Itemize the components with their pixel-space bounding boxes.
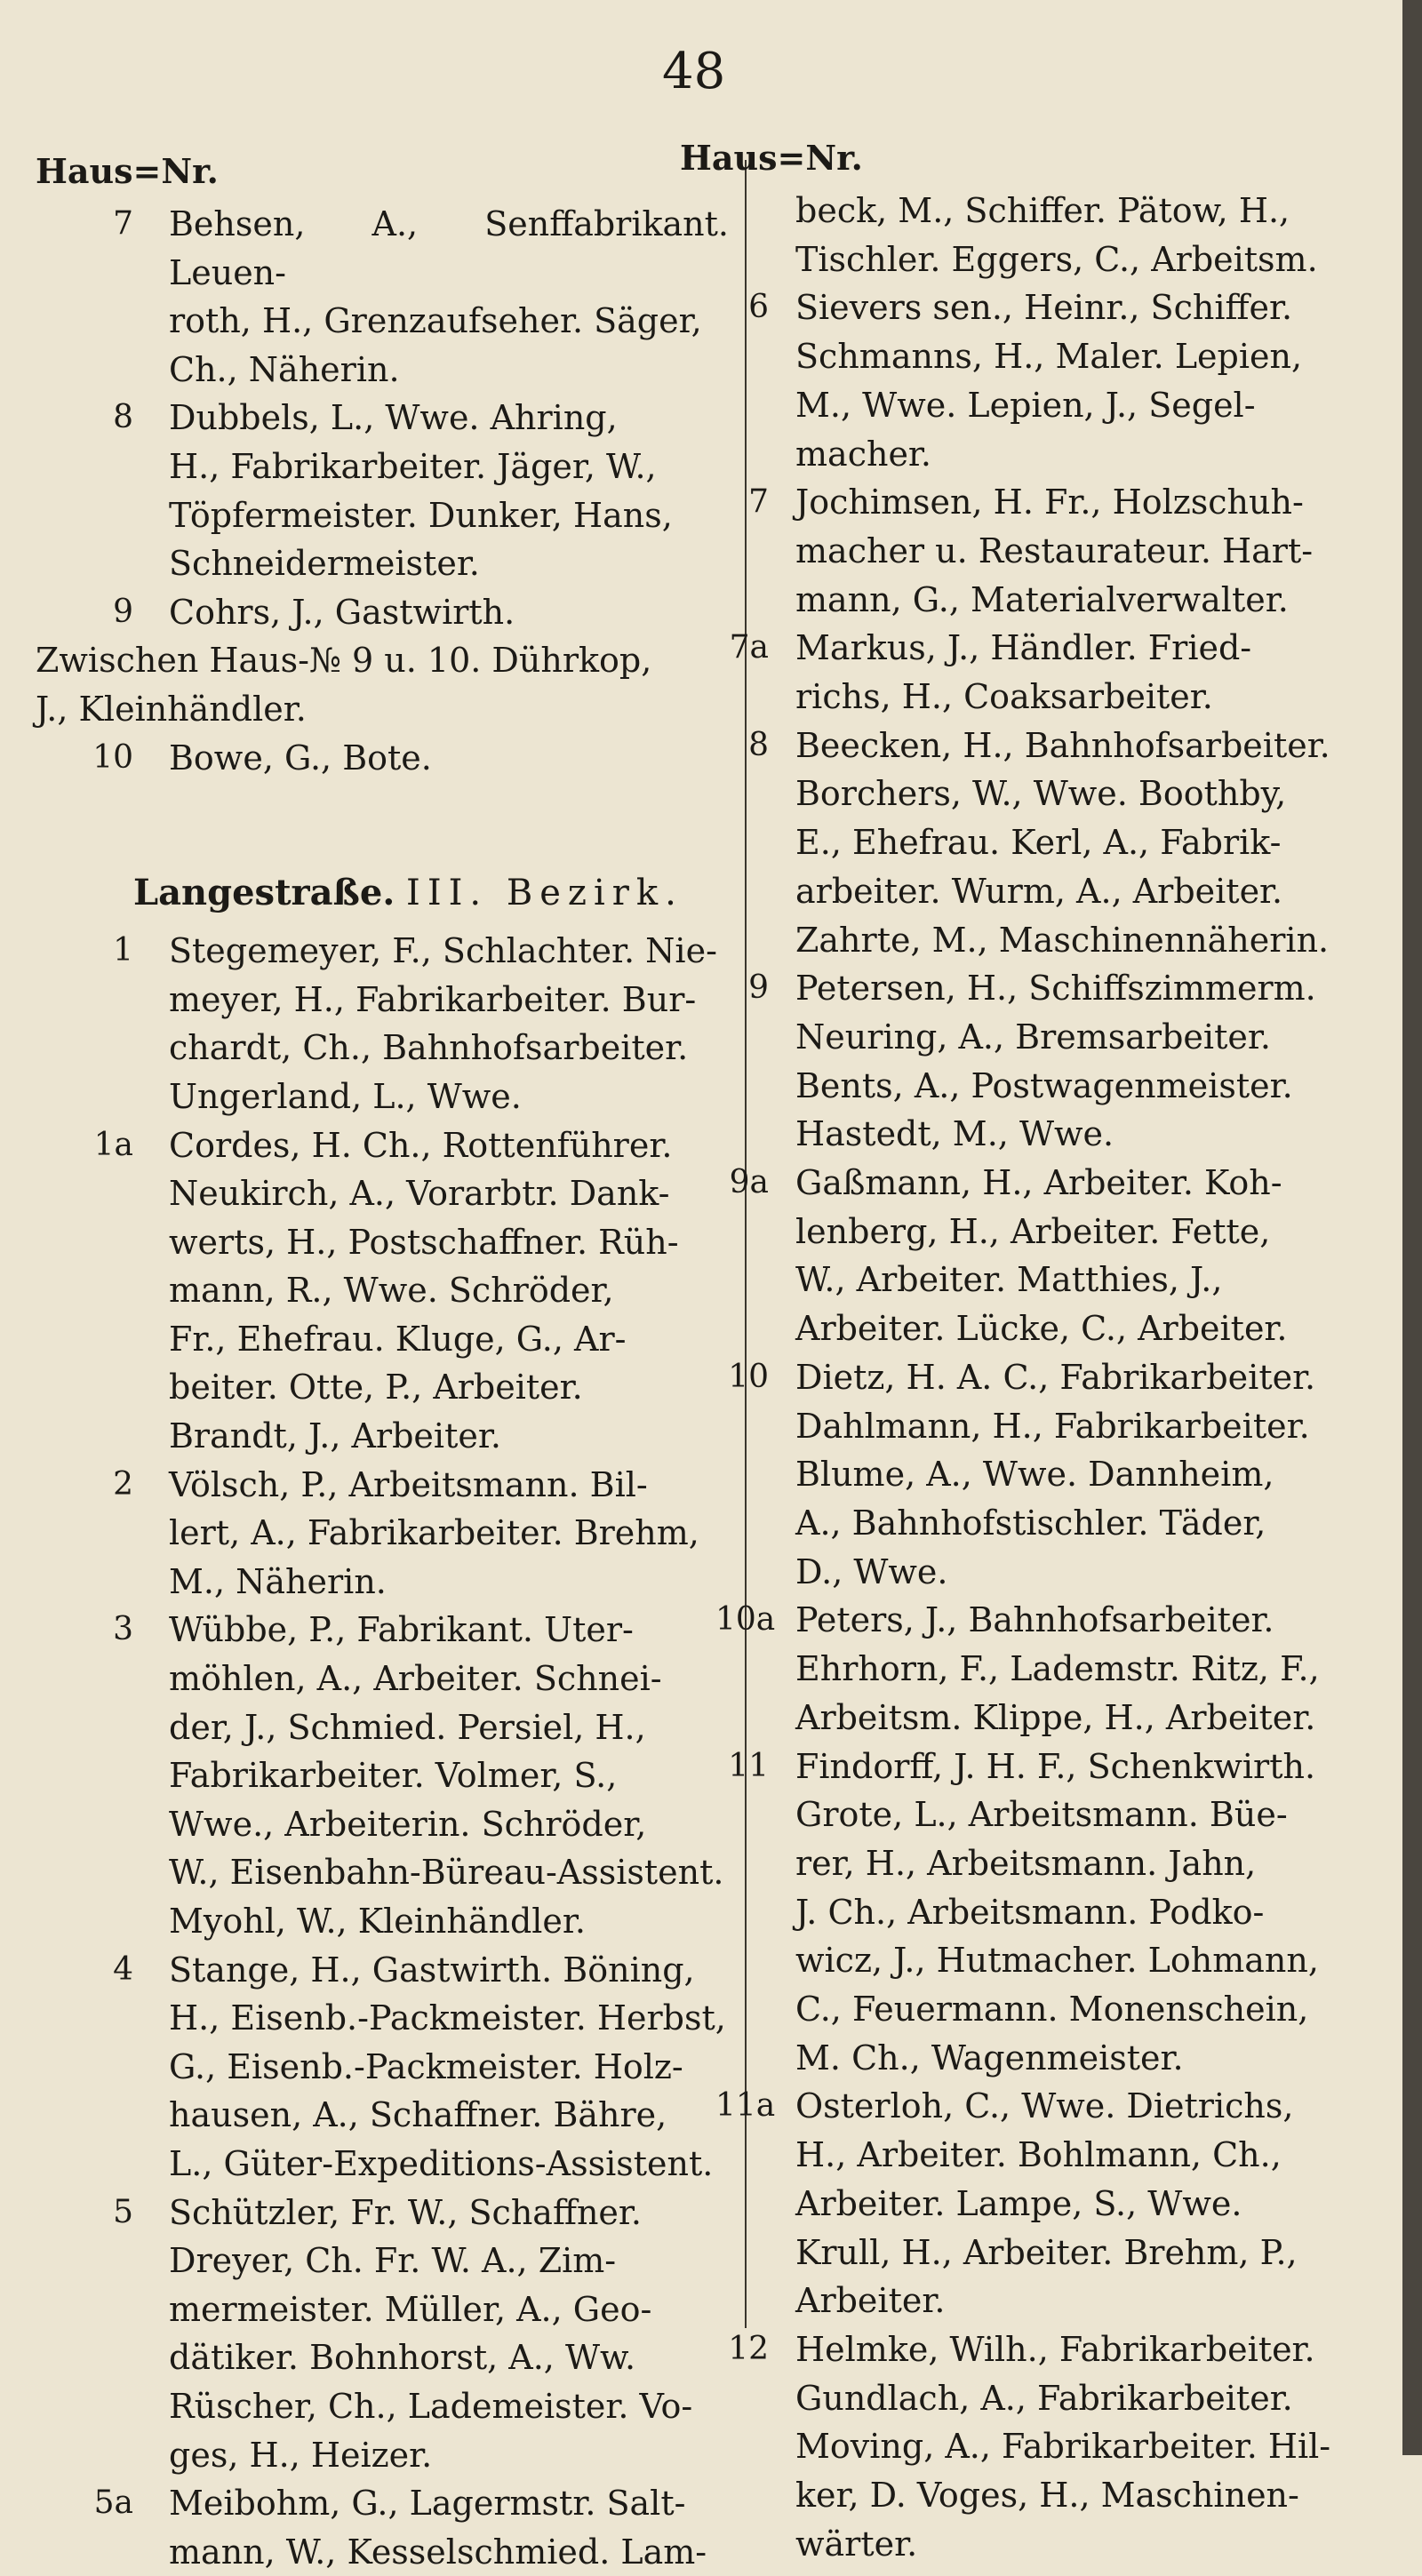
resident-list: Findorff, J. H. F., Schenkwirth. Grote, L., Arbeitsmann. Büe- rer, H., Arbeitsmann. Jahn, J. Ch., Arbeitsmann. Podko- wicz, J., Hutmacher. Lohmann, C., Feuermann. Monenschein, M. Ch., Wagenmeister. (795, 1746, 1319, 2078)
house-number: 9 (748, 969, 769, 1007)
left-column-header: Haus=Nr. (36, 151, 219, 191)
resident-list: beck, M., Schiffer. Pätow, H., Tischler. Eggers, C., Arbeitsm. (795, 191, 1318, 279)
house-number: 10 (728, 1358, 769, 1395)
resident-list: Wübbe, P., Fabrikant. Uter- möhlen, A., Arbeiter. Schnei- der, J., Schmied. Persiel, H., Fabrikarbeiter. Volmer, S., Wwe., Arbeiterin. Schröder, W., Eisenbahn-Büreau-Assistent. Myohl, W., Kleinhändler. (169, 1610, 724, 1941)
house-number: 2 (113, 1465, 133, 1503)
house-number: 11a (715, 2087, 776, 2125)
house-entry (36, 1606, 729, 1945)
resident-list: Zwischen Haus-№ 9 u. 10. Dührkop, J., Kleinhändler. (36, 641, 652, 729)
house-entry (715, 1596, 1373, 1742)
resident-list: Bowe, G., Bote. (169, 738, 432, 778)
house-entry-between (36, 636, 729, 733)
resident-list: Meibohm, G., Lagermstr. Salt- mann, W., Kesselschmied. Lam- (169, 2484, 707, 2572)
entry-group-after (36, 927, 729, 2576)
house-number: 8 (748, 726, 769, 763)
resident-list: Stegemeyer, F., Schlachter. Nie- meyer, H., Fabrikarbeiter. Bur- chardt, Ch., Bahnhofsarbeiter. Ungerland, L., Wwe. (169, 931, 717, 1116)
page-number: 48 (662, 43, 726, 100)
house-number: 12 (728, 2330, 769, 2367)
resident-list: Schützler, Fr. W., Schaffner. Dreyer, Ch. Fr. W. A., Zim- mermeister. Müller, A., Geo- dätiker. Bohnhorst, A., Ww. Rüscher, Ch., Lademeister. Vo- ges, H., Heizer. (169, 2192, 693, 2475)
house-number: 7 (748, 483, 769, 521)
house-entry (36, 1946, 729, 2189)
house-number: 9a (729, 1164, 769, 1201)
resident-list: Dubbels, L., Wwe. Ahring, H., Fabrikarbeiter. Jäger, W., Töpfermeister. Dunker, Hans, Schneidermeister. (169, 398, 673, 584)
house-number: 5 (113, 2193, 133, 2230)
resident-list: Peters, J., Bahnhofsarbeiter. Ehrhorn, F., Lademstr. Ritz, F., Arbeitsm. Klippe, H., Arbeiter. (795, 1600, 1320, 1737)
resident-list: Sievers sen., Heinr., Schiffer. Schmanns, H., Maler. Lepien, M., Wwe. Lepien, J., Segel- macher. (795, 288, 1303, 474)
street-name: Langestraße. (133, 872, 395, 914)
house-entry-continued (715, 187, 1373, 283)
house-entry (715, 1743, 1373, 2083)
house-entry (36, 588, 729, 637)
left-column (36, 151, 729, 2576)
house-number: 10a (715, 1601, 776, 1639)
house-number: 11 (728, 1747, 769, 1784)
house-entry (36, 1461, 729, 1607)
right-column-header: Haus=Nr. (680, 138, 863, 178)
resident-list: Osterloh, C., Wwe. Dietrichs, H., Arbeiter. Bohlmann, Ch., Arbeiter. Lampe, S., Wwe. Krull, H., Arbeiter. Brehm, P., Arbeiter. (795, 2086, 1298, 2321)
resident-list: Völsch, P., Arbeitsmann. Bil- lert, A., Fabrikarbeiter. Brehm, M., Näherin. (169, 1464, 699, 1601)
house-number: 9 (113, 593, 133, 630)
house-entry (36, 2189, 729, 2480)
house-number: 3 (113, 1611, 133, 1648)
house-number: 4 (113, 1950, 133, 1988)
house-number: 8 (113, 399, 133, 436)
house-entry (715, 478, 1373, 624)
right-column-entries (715, 187, 1373, 2568)
house-number: 10 (92, 738, 133, 776)
resident-list: Gaßmann, H., Arbeiter. Koh- lenberg, H., Arbeiter. Fette, W., Arbeiter. Matthies, J., Arbeiter. Lücke, C., Arbeiter. (795, 1163, 1288, 1349)
house-number: 7 (113, 205, 133, 242)
resident-list: Jochimsen, H. Fr., Holzschuh- macher u. Restaurateur. Hart- mann, G., Materialverwalter. (795, 483, 1314, 619)
house-number: 5a (93, 2484, 133, 2522)
house-entry (36, 200, 729, 394)
house-entry (36, 394, 729, 587)
house-entry (715, 964, 1373, 1159)
resident-list: Beecken, H., Bahnhofsarbeiter. Borchers, W., Wwe. Boothby, E., Ehefrau. Kerl, A., Fabrik- arbeiter. Wurm, A., Arbeiter. Zahrte, M., Maschinennäherin. (795, 725, 1330, 960)
district-label: III. Bezirk. (406, 873, 683, 914)
house-entry (715, 1159, 1373, 1353)
house-entry (36, 734, 729, 783)
resident-list: Markus, J., Händler. Fried- richs, H., Coaksarbeiter. (795, 628, 1252, 717)
house-number: 1a (93, 1126, 133, 1163)
house-entry (36, 2479, 729, 2576)
resident-list: Behsen, A., Senffabrikant. Leuen- roth, H., Grenzaufseher. Säger, Ch., Näherin. (169, 204, 729, 389)
resident-list: Cohrs, J., Gastwirth. (169, 592, 515, 632)
entry-group-before (36, 200, 729, 782)
resident-list: Dietz, H. A. C., Fabrikarbeiter. Dahlmann, H., Fabrikarbeiter. Blume, A., Wwe. Dannheim, A., Bahnhofstischler. Täder, D., Wwe. (795, 1357, 1316, 1591)
house-number: 6 (748, 289, 769, 326)
house-entry (36, 1121, 729, 1461)
house-number (715, 187, 795, 283)
house-entry (36, 927, 729, 1121)
house-entry (715, 2082, 1373, 2325)
house-number: 7a (729, 629, 769, 666)
resident-list: Stange, H., Gastwirth. Böning, H., Eisenb.-Packmeister. Herbst, G., Eisenb.-Packmeister. Holz- hausen, A., Schaffner. Bähre, L., Güter-Expeditions-Assistent. (169, 1950, 726, 2183)
house-entry (715, 722, 1373, 965)
house-entry (715, 2325, 1373, 2569)
house-entry (715, 1353, 1373, 1597)
house-entry (715, 283, 1373, 478)
house-number: 1 (113, 932, 133, 969)
page-edge-shadow (1402, 0, 1422, 2455)
resident-list: Helmke, Wilh., Fabrikarbeiter. Gundlach, A., Fabrikarbeiter. Moving, A., Fabrikarbeiter. Hil- ker, D. Voges, H., Maschinen- wärter. (795, 2329, 1331, 2564)
street-section-heading (36, 866, 729, 920)
resident-list: Petersen, H., Schiffszimmerm. Neuring, A., Bremsarbeiter. Bents, A., Postwagenmeister. Hastedt, M., Wwe. (795, 969, 1316, 1154)
house-entry (715, 624, 1373, 721)
resident-list: Cordes, H. Ch., Rottenführer. Neukirch, A., Vorarbtr. Dank- werts, H., Postschaffner. Rüh- mann, R., Wwe. Schröder, Fr., Ehefrau. Kluge, G., Ar- beiter. Otte, P., Arbeiter. Brandt, J., Arbeiter. (169, 1125, 679, 1456)
